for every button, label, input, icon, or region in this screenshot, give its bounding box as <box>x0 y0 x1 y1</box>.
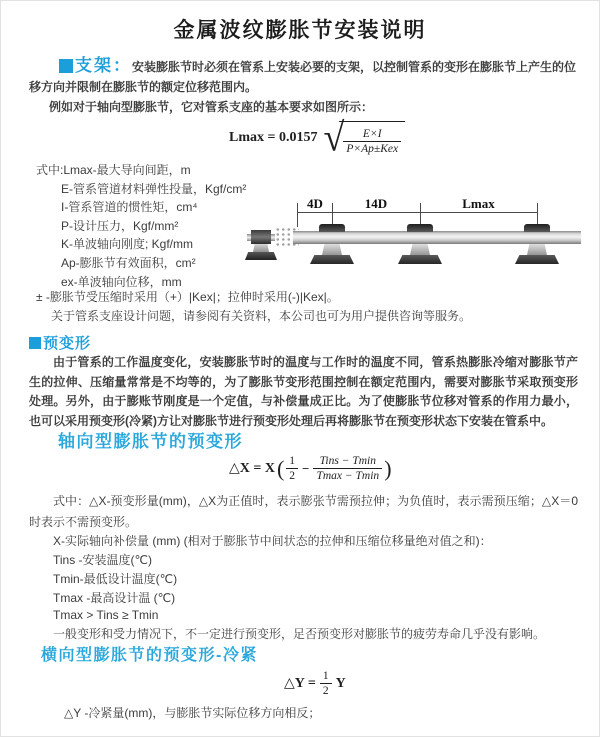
dimension-line <box>297 212 537 213</box>
anchor-pedestal <box>253 244 269 252</box>
dim-label-lmax: Lmax <box>462 196 495 211</box>
support-intro-text: 安装膨胀节时必须在管系上安装必要的支架，以控制管系的变形在膨胀节上产生的位移方向并限制在膨胀节的额定位移范围内。 <box>29 60 577 94</box>
radical-sign: √ <box>323 116 345 161</box>
lateral-formula-rhs: Y <box>335 675 346 691</box>
pipe-support <box>514 224 560 264</box>
variable-line: K-单波轴向刚度; Kgf/mm <box>61 237 194 252</box>
sign-note: ± -膨胀节受压缩时采用（+）|Kex|；拉伸时采用(-)|Kex|。 <box>36 290 339 304</box>
variable-line: P-设计压力，Kgf/mm² <box>61 218 179 233</box>
variable-line: I-管系管道的惯性矩，cm⁴ <box>61 200 198 215</box>
anchor-support <box>245 230 277 262</box>
pipe-support-diagram <box>241 193 593 285</box>
support-cap <box>319 224 345 232</box>
dim-label-4d: 4D <box>307 196 323 211</box>
radical-content <box>339 121 405 157</box>
lmax-formula-lhs: Lmax = 0.0157 <box>229 130 318 146</box>
axial-formula-lhs: △X = X <box>229 461 275 477</box>
lateral-note-line: △Y -冷紧量(mm)，与膨胀节实际位移方向相反； <box>64 706 321 720</box>
axial-explain: 式中：△X-预变形量(mm)，△X为正值时，表示膨张节需预拉伸；为负值时，表示需预压缩；△X＝0时表示不需预变形。 <box>29 494 578 529</box>
support-cap <box>407 224 433 232</box>
lateral-formula-lhs: △Y = <box>284 676 316 692</box>
axial-subsection-heading: 轴向型膨胀节的预变形 <box>58 432 243 451</box>
section-bullet-icon <box>29 337 41 349</box>
tins-line: Tins -安装温度(℃) <box>53 553 153 567</box>
anchor-clamp <box>251 230 271 244</box>
temp-numerator: Tins − Tmin <box>313 454 382 469</box>
minus-operator: − <box>302 460 310 476</box>
anchor-base <box>245 252 277 260</box>
support-base <box>398 255 442 264</box>
one-half-fraction <box>320 669 332 699</box>
pipe-support <box>397 224 443 264</box>
tmax-line: Tmax -最高设计温 (℃) <box>53 591 176 605</box>
support-example-line: 例如对于轴向型膨胀节，它对管系支座的基本要求如图所示： <box>49 100 374 114</box>
predeform-body: 由于管系的工作温度变化，安装膨胀节时的温度与工作时的温度不同，管系热膨胀冷缩对膨胀节产生的拉伸、压缩量常常是不均等的，为了膨胀节变形范围控制在额定范围内，需要对膨胀节采取预变形处理。另外，由于膨账节刚度是一个定值，与补偿量成正比。为了使膨胀节位移对管系的作用力最小，也可以采用预变形(冷紧)方让对膨胀节进行预变形处理后再将膨胀节在预变形状态下安装在管系中。 <box>29 355 578 428</box>
tmin-line: Tmin-最低设计温度(℃) <box>53 572 178 586</box>
variable-line: ex-单波轴向位移，mm <box>61 274 182 289</box>
lmax-denominator: P×Ap±Kex <box>346 143 399 156</box>
variable-list <box>36 161 246 291</box>
page-title: 金属波纹膨胀节安装说明 <box>173 19 427 42</box>
support-base <box>515 255 559 264</box>
predeform-section-heading <box>29 332 91 353</box>
axial-formula <box>229 454 394 484</box>
half-numerator: 1 <box>320 669 332 684</box>
variable-line: 式中:Lmax-最大导向间距，m <box>36 163 191 177</box>
half-numerator: 1 <box>286 454 298 469</box>
temp-inequality-line: Tmax > Tins ≥ Tmin <box>53 608 159 622</box>
lateral-formula <box>284 669 346 699</box>
lmax-numerator: E×I <box>343 127 401 142</box>
x-definition-line: X-实际轴向补偿量 (mm) (相对于膨胀节中间状态的拉伸和压缩位移量绝对值之和)： <box>53 534 492 548</box>
support-paragraph <box>29 56 576 97</box>
support-pedestal <box>322 244 342 255</box>
dim-label-14d: 14D <box>364 196 388 211</box>
variable-line: E-管系管道材料弹性投量，Kgf/cm² <box>61 181 247 196</box>
support-cap <box>524 224 550 232</box>
support-section-heading: 支架： <box>75 56 132 75</box>
lateral-subsection-heading: 横向型膨胀节的预变形-冷紧 <box>41 647 258 664</box>
right-paren: ) <box>384 455 392 481</box>
support-pedestal <box>527 244 547 255</box>
left-paren: ( <box>276 455 285 481</box>
support-base <box>310 255 354 264</box>
axial-note-line: 一般变形和受力情况下，不一定进行预变形，足否预变形对膨胀节的疲劳寿命几乎没有影响。 <box>53 627 546 641</box>
section-bullet-icon <box>59 59 73 73</box>
half-denominator: 2 <box>289 470 296 483</box>
temp-denominator: Tmax − Tmin <box>316 470 380 483</box>
half-denominator: 2 <box>322 685 329 698</box>
lmax-formula <box>229 116 405 161</box>
variable-line: Ap-膨胀节有效面积，cm² <box>61 255 196 270</box>
support-pedestal <box>410 244 430 255</box>
pipe-support <box>309 224 355 264</box>
consult-note: 关于管系支座设计问题，请参阅有关资料，本公司也可为用户提供咨询等服务。 <box>51 309 472 323</box>
temperature-fraction <box>313 454 382 484</box>
predeform-heading-label: 预变形 <box>43 335 92 352</box>
one-half-fraction <box>286 454 298 484</box>
